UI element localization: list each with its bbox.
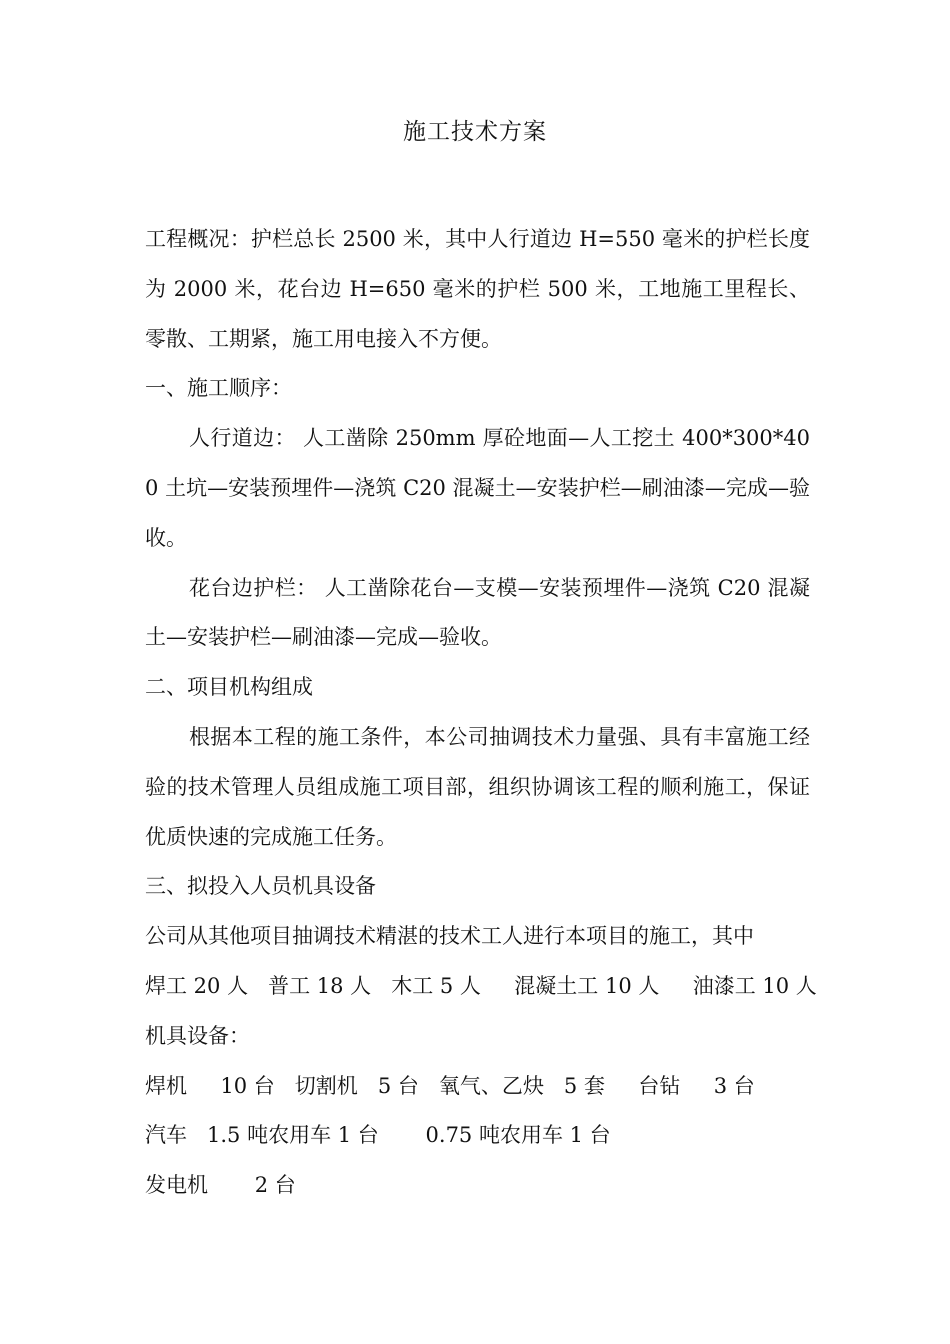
document-title: 施工技术方案	[403, 119, 547, 145]
section-heading-organization: 二、项目机构组成	[145, 675, 313, 700]
equipment-label: 机具设备：	[145, 1023, 250, 1048]
flowerbed-sequence-paragraph: 花台边护栏： 人工凿除花台—支模—安装预埋件—浇筑 C20 混凝土—安装护栏—刷油漆—完成—验收。	[145, 575, 810, 650]
workers-line: 焊工 20 人 普工 18 人 木工 5 人 混凝土工 10 人 油漆工 10 人	[145, 973, 817, 998]
organization-paragraph: 根据本工程的施工条件，本公司抽调技术力量强、具有丰富施工经验的技术管理人员组成施工项目部，组织协调该工程的顺利施工，保证优质快速的完成施工任务。	[145, 724, 810, 849]
overview-paragraph: 工程概况：护栏总长 2500 米，其中人行道边 H=550 毫米的护栏长度为 2000 米，花台边 H=650 毫米的护栏 500 米，工地施工里程长、零散、工期紧，施工用电接入不方便。	[145, 227, 810, 351]
equipment-line-1: 焊机 10 台 切割机 5 台 氧气、乙炔 5 套 台钻 3 台	[145, 1073, 755, 1098]
sidewalk-sequence-paragraph: 人行道边： 人工凿除 250mm 厚砼地面—人工挖土 400*300*400 土坑—安装预埋件—浇筑 C20 混凝土—安装护栏—刷油漆—完成—验收。	[145, 426, 810, 550]
equipment-line-2: 汽车 1.5 吨农用车 1 台 0.75 吨农用车 1 台	[145, 1123, 611, 1148]
personnel-intro: 公司从其他项目抽调技术精湛的技术工人进行本项目的施工，其中	[145, 924, 754, 949]
section-heading-personnel-equipment: 三、拟投入人员机具设备	[145, 874, 376, 899]
document-body	[145, 215, 817, 1211]
equipment-line-3: 发电机 2 台	[145, 1173, 296, 1198]
section-heading-construction-sequence: 一、施工顺序：	[145, 376, 292, 401]
